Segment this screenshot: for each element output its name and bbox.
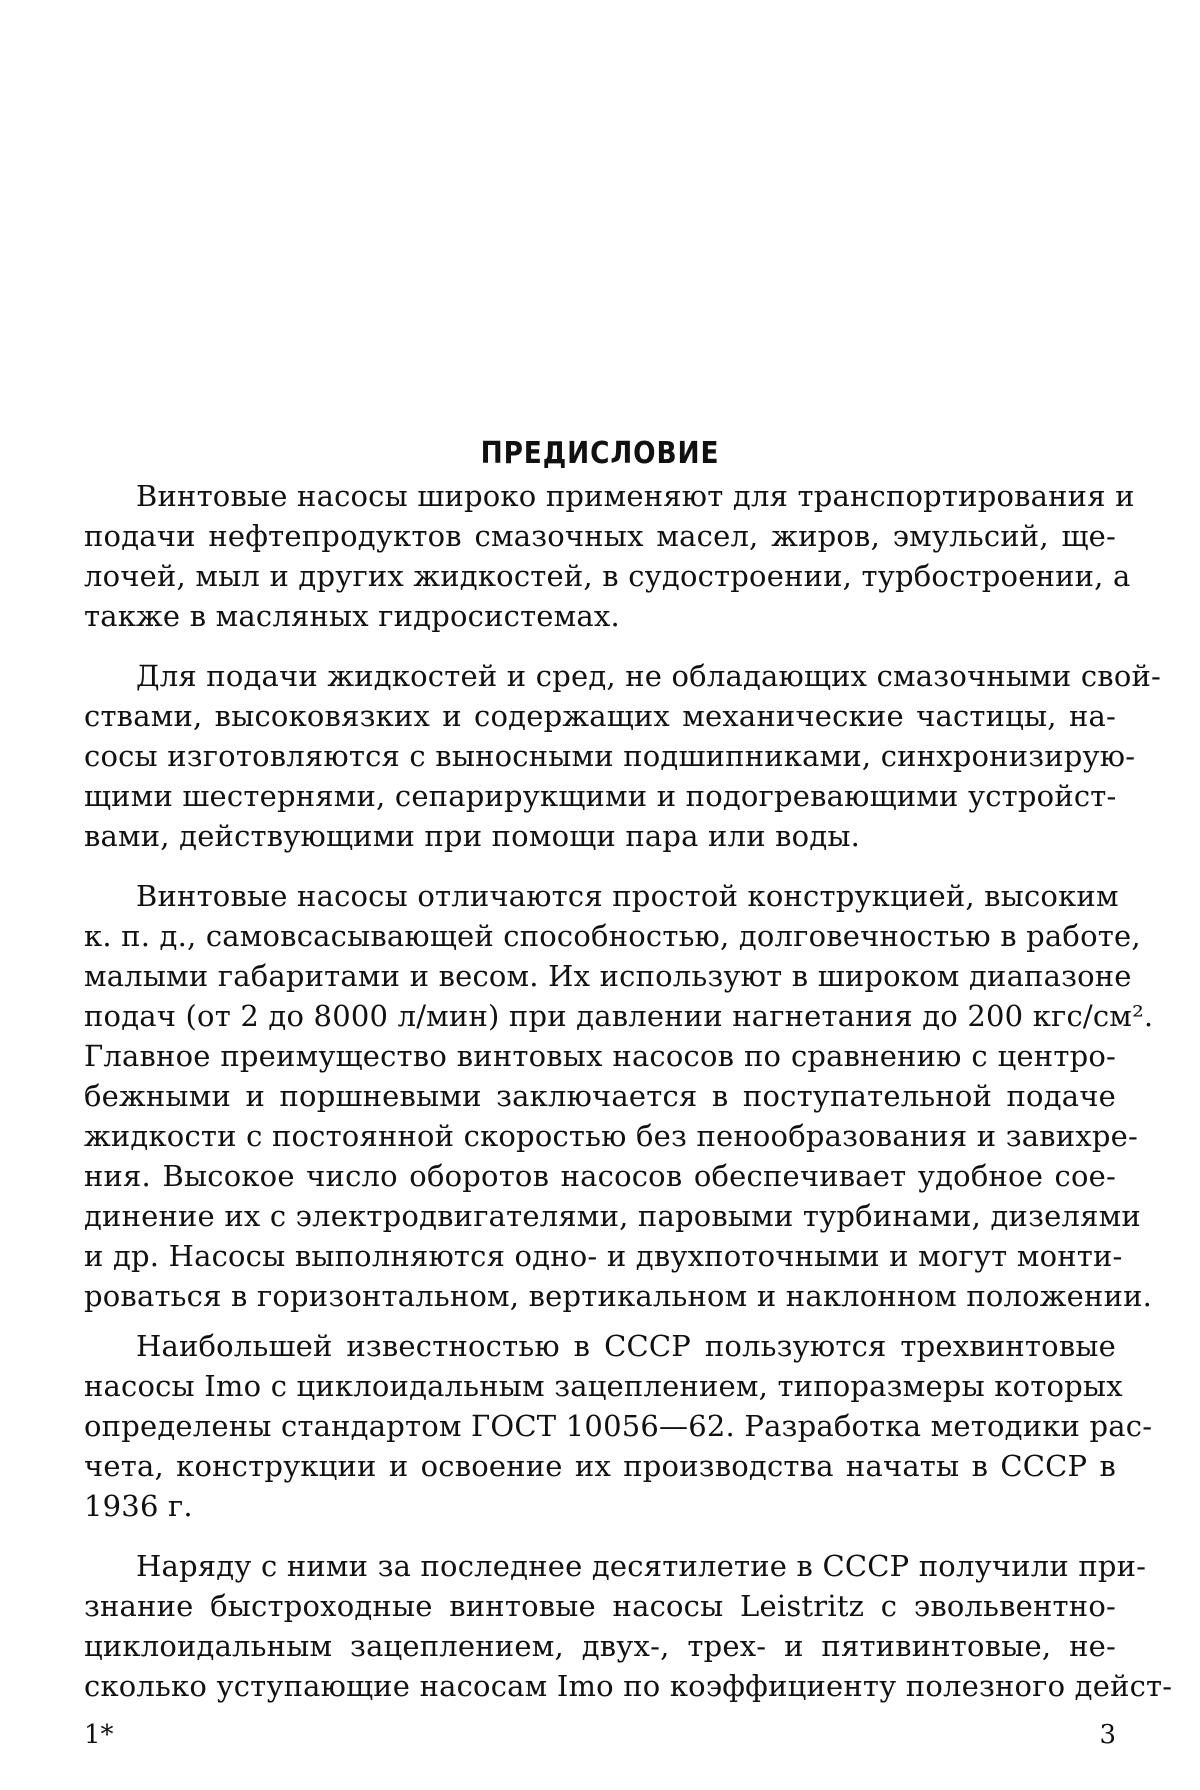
text-line: вами, действующими при помощи пара или воды. [84,819,861,853]
text-line: знание быстроходные винтовые насосы Leistritz с эвольвентно- [84,1589,1116,1623]
text-line: подачи нефтепродуктов смазочных масел, жиров, эмульсий, ще- [84,519,1116,553]
text-line: Винтовые насосы широко применяют для транспортирования и [136,479,1135,513]
text-line: ния. Высокое число оборотов насосов обеспечивает удобное сое- [84,1159,1116,1193]
text-line: сосы изготовляются с выносными подшипниками, синхронизирую- [84,739,1136,773]
text-line: Наряду с ними за последнее десятилетие в СССР получили при- [136,1549,1147,1583]
page-title: ПРЕДИСЛОВИЕ [480,436,720,471]
page-number: 3 [1099,1720,1116,1750]
footer-signature: 1* [84,1720,114,1750]
text-line: и др. Насосы выполняются одно- и двухпоточными и могут монти- [84,1239,1123,1273]
text-line: динение их с электродвигателями, паровыми турбинами, дизелями [84,1199,1141,1233]
text-line: Для подачи жидкостей и сред, не обладающих смазочными свой- [136,659,1162,693]
text-line: к. п. д., самовсасывающей способностью, долговечностью в работе, [84,919,1141,953]
text-line: малыми габаритами и весом. Их используют в широком диапазоне [84,959,1132,993]
text-line: роваться в горизонтальном, вертикальном и наклонном положении. [84,1279,1153,1313]
text-line: жидкости с постоянной скоростью без пенообразования и завихре- [84,1119,1138,1153]
text-line: Наибольшей известностью в СССР пользуются трехвинтовые [136,1329,1116,1363]
text-line: Винтовые насосы отличаются простой конструкцией, высоким [136,879,1119,913]
text-line: определены стандартом ГОСТ 10056—62. Разработка методики рас- [84,1409,1153,1443]
text-line: Главное преимущество винтовых насосов по сравнению с центро- [84,1039,1116,1073]
text-line: щими шестернями, сепарирукщими и подогревающими устройст- [84,779,1117,813]
text-line: сколько уступающие насосам Imo по коэффициенту полезного дейст- [84,1669,1173,1703]
text-line: чета, конструкции и освоение их производства начаты в СССР в [84,1449,1116,1483]
text-line: ствами, высоковязких и содержащих механические частицы, на- [84,699,1116,733]
text-line: насосы Imo с циклоидальным зацеплением, типоразмеры которых [84,1369,1123,1403]
text-line: циклоидальным зацеплением, двух-, трех- и пятивинтовые, не- [84,1629,1116,1663]
text-line: 1936 г. [84,1489,193,1523]
text-line: бежными и поршневыми заключается в поступательной подаче [84,1079,1116,1113]
text-line: подач (от 2 до 8000 л/мин) при давлении нагнетания до 200 кгс/см². [84,999,1154,1033]
text-line: лочей, мыл и других жидкостей, в судостроении, турбостроении, а [84,559,1131,593]
text-line: также в масляных гидросистемах. [84,599,620,633]
